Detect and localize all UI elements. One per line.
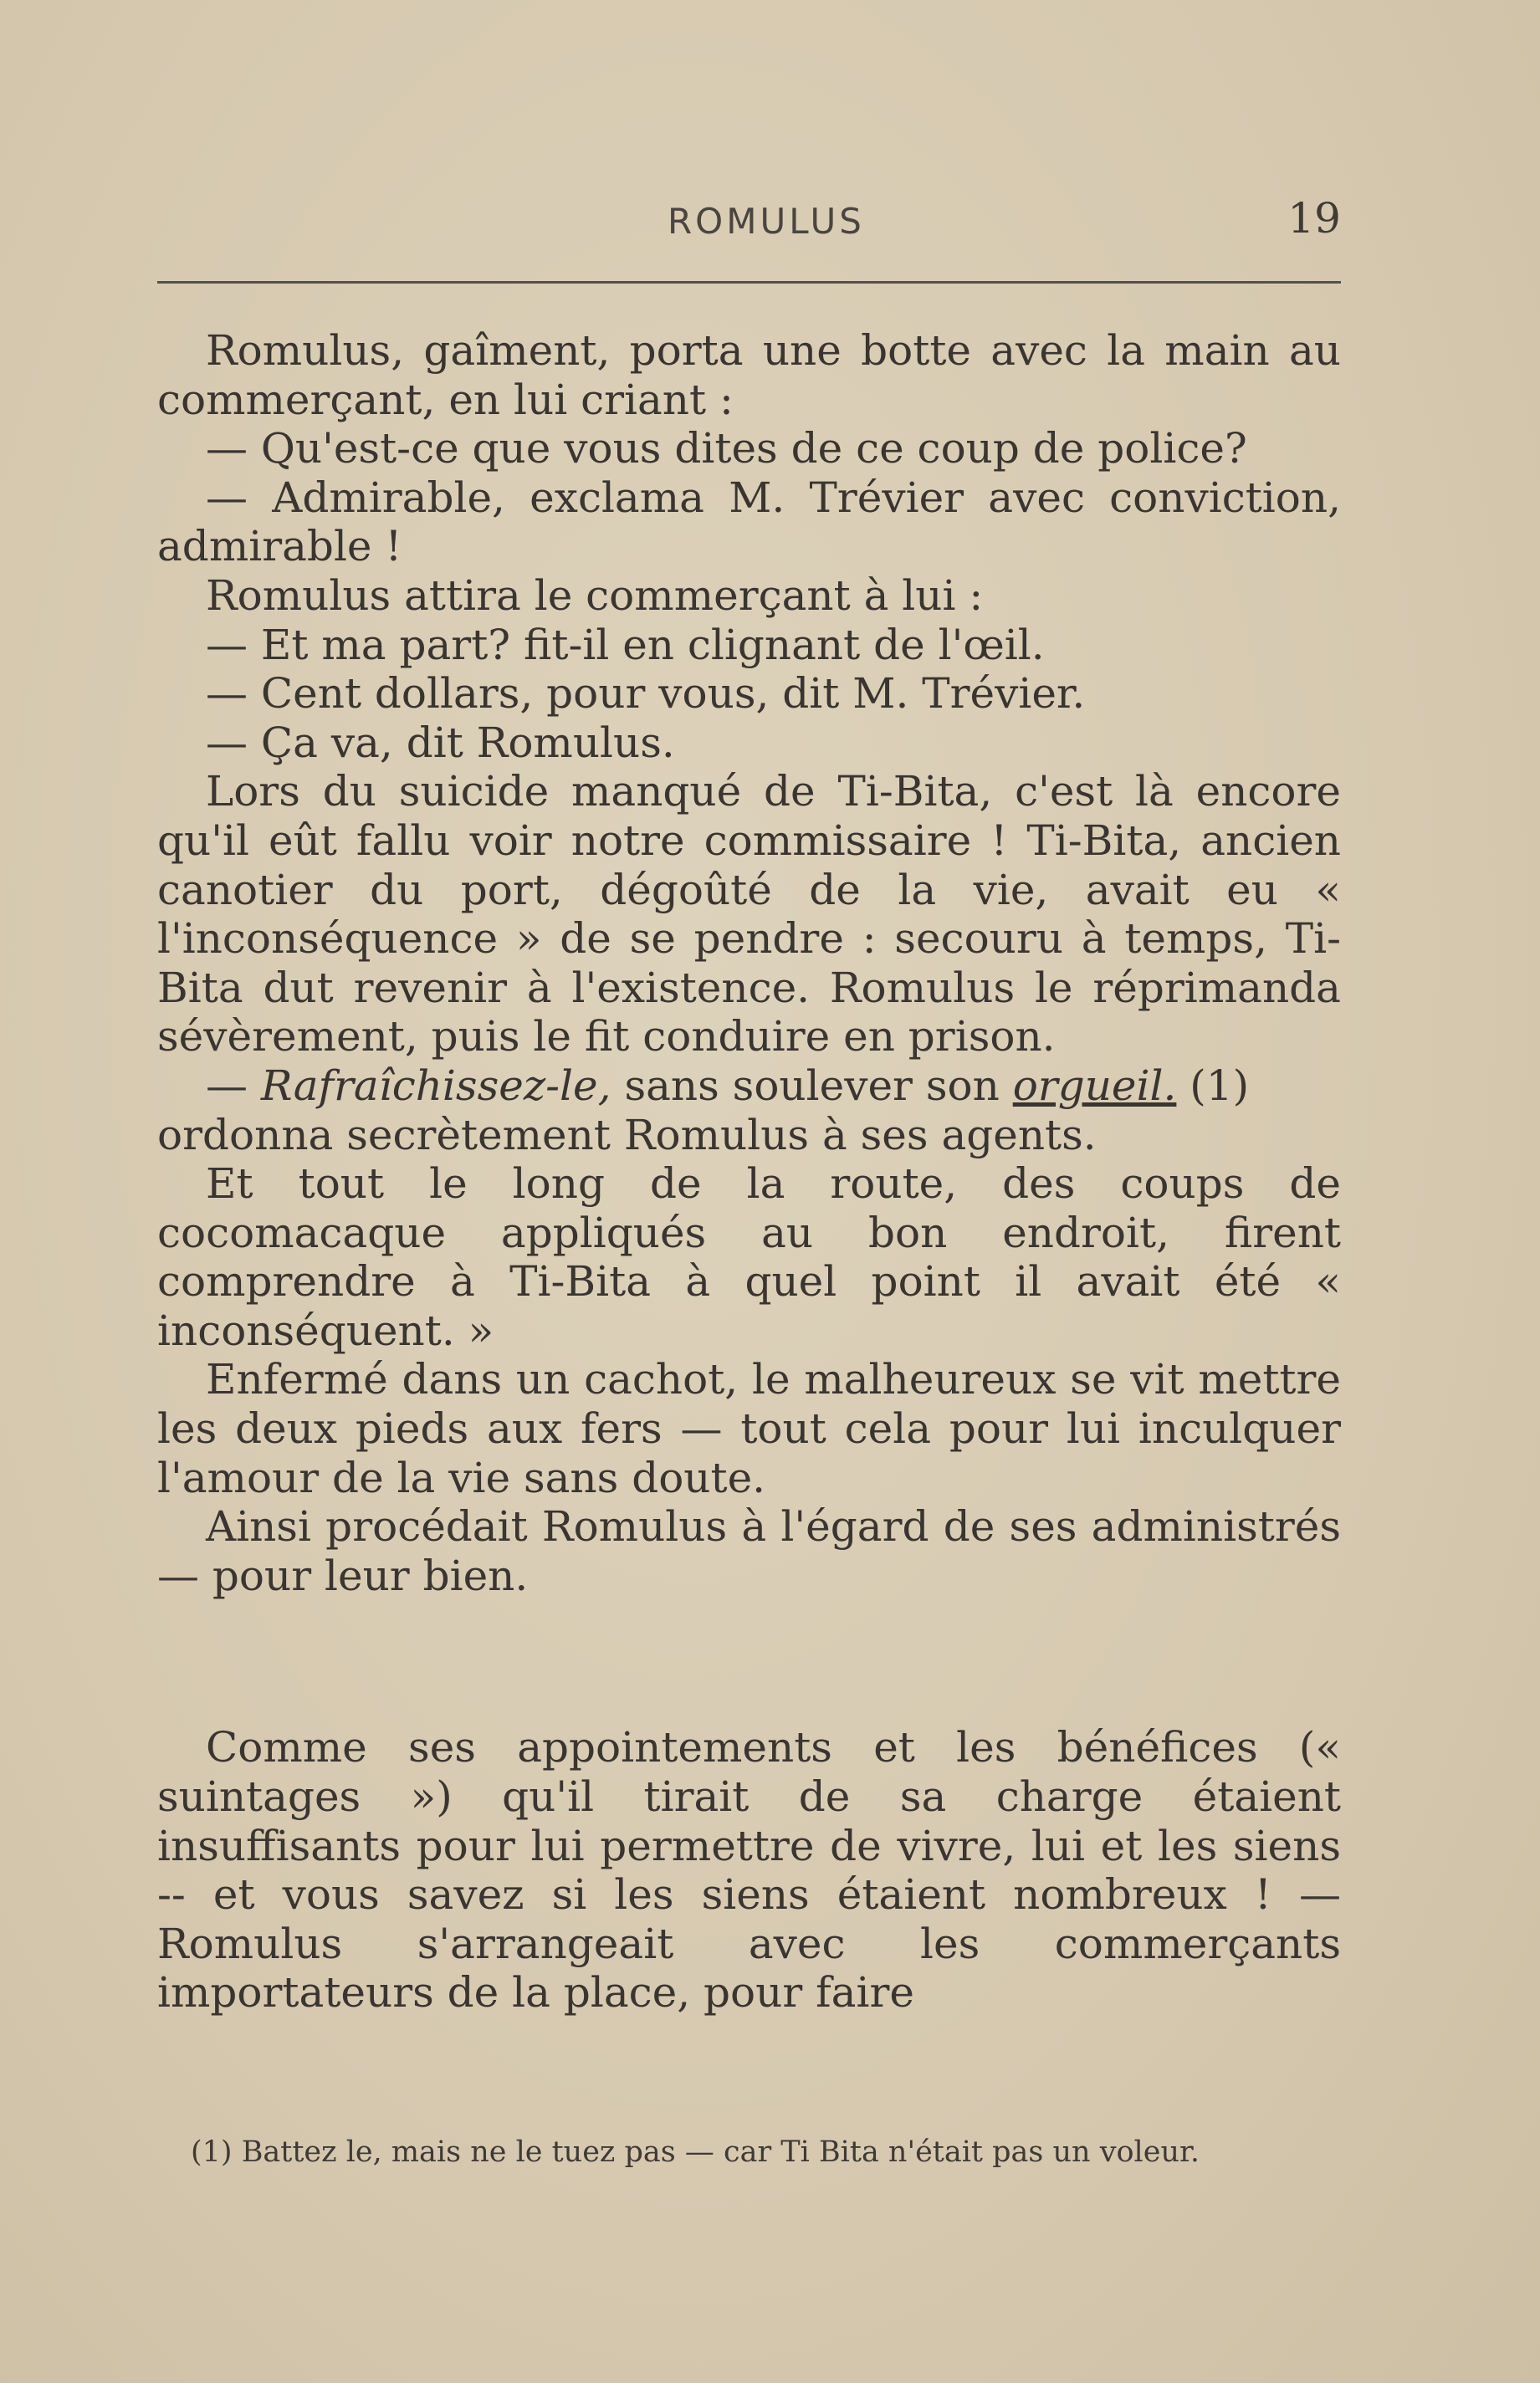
dialogue-line: — Ça va, dit Romulus. — [206, 718, 675, 767]
dialogue-line: — Cent dollars, pour vous, dit M. Trévier. — [206, 669, 1086, 718]
underlined-word: orgueil. — [1012, 1061, 1177, 1110]
section-break — [157, 1600, 1341, 1723]
dialogue-line: — Et ma part? fit-il en clignant de l'œil. — [206, 620, 1045, 669]
running-head — [157, 194, 1341, 253]
header-rule — [157, 281, 1341, 284]
dialogue-line — [157, 1061, 1341, 1111]
page-number: 19 — [1287, 194, 1341, 243]
running-title: ROMULUS — [668, 201, 865, 242]
paragraph: Ainsi procédait Romulus à l'égard de ses administrés — pour leur bien. — [157, 1502, 1341, 1600]
paragraph: Comme ses appointements et les bénéfices (« suintages ») qu'il tirait de sa charge étaient insuffisants pour lui permettre de vivre, lui et les siens -- et vous savez si les siens étaient nombreux ! — Romulus s'arrangeait avec les commerçants importateurs de la place, pour faire — [157, 1723, 1341, 2017]
italic-quote: Rafraîchissez-le, — [260, 1061, 611, 1110]
paragraph: ordonna secrètement Romulus à ses agents. — [157, 1110, 1097, 1159]
body-text — [157, 326, 1341, 2017]
paragraph: Enfermé dans un cachot, le malheureux se vit mettre les deux pieds aux fers — tout cela pour lui inculquer l'amour de la vie sans doute. — [157, 1355, 1341, 1502]
paragraph: Et tout le long de la route, des coups de cocomacaque appliqués au bon endroit, firent comprendre à Ti-Bita à quel point il avait été « inconséquent. » — [157, 1159, 1341, 1355]
quote-text: sans soulever son — [611, 1061, 1013, 1110]
paragraph: Romulus attira le commerçant à lui : — [206, 570, 984, 620]
footnote — [157, 2133, 1341, 2172]
paragraph: Romulus, gaîment, porta une botte avec la main au commerçant, en lui criant : — [157, 326, 1341, 424]
dialogue-line: — Admirable, exclama M. Trévier avec conviction, admirable ! — [157, 473, 1341, 571]
dash: — — [206, 1061, 261, 1110]
paragraph: Lors du suicide manqué de Ti-Bita, c'est là encore qu'il eût fallu voir notre commissaire ! Ti-Bita, ancien canotier du port, dégoûté de la vie, avait eu « l'inconséquence » de se pendre : secouru à temps, Ti-Bita dut revenir à l'existence. Romulus le réprimanda sévèrement, puis le fit conduire en prison. — [157, 767, 1341, 1061]
footnote-ref: (1) — [1176, 1061, 1250, 1110]
footnote-text: (1) Battez le, mais ne le tuez pas — car Ti Bita n'était pas un voleur. — [191, 2135, 1200, 2169]
dialogue-line: — Qu'est-ce que vous dites de ce coup de police? — [206, 424, 1247, 473]
